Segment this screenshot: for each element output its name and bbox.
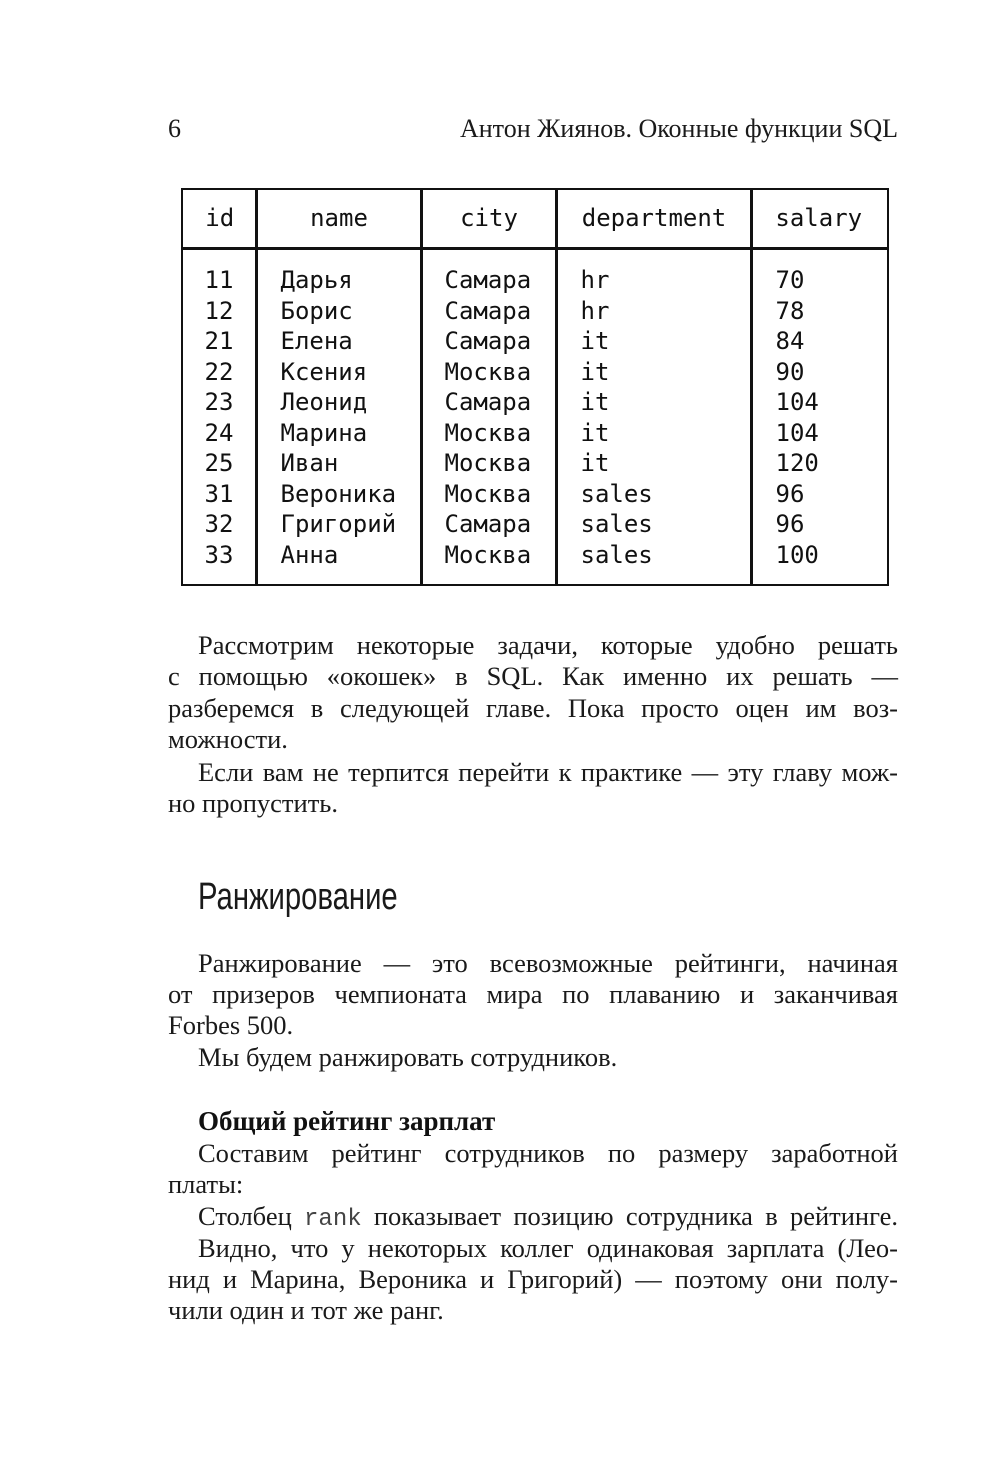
cell-salary: 96 [775,479,805,508]
subsection-heading: Общий рейтинг зарплат [198,1106,496,1136]
cell-city: Москва [444,449,532,478]
cell-salary: 70 [775,266,805,295]
paragraph-line: Составим рейтинг сотрудников по размеру заработной [198,1138,898,1168]
cell-id: 33 [204,540,234,569]
section-heading: Ранжирование [198,876,398,918]
cell-salary: 84 [775,327,805,356]
cell-department: it [580,418,610,447]
table-row [183,540,887,571]
table-body [183,265,887,570]
table-row [183,326,887,357]
cell-id: 23 [204,388,234,417]
paragraph-line: Мы будем ранжировать сотрудников. [198,1042,618,1072]
cell-department: it [580,449,610,478]
cell-city: Самара [444,510,532,539]
table-row [183,448,887,479]
paragraph-line: платы: [168,1169,244,1199]
paragraph-line: но пропустить. [168,788,338,818]
column-header-salary: salary [775,204,863,232]
table-row [183,265,887,296]
cell-id: 31 [204,479,234,508]
cell-name: Леонид [280,388,368,417]
cell-name: Елена [280,327,353,356]
cell-id: 32 [204,510,234,539]
table-row [183,296,887,327]
paragraph-line: от призеров чемпионата мира по плаванию и заканчивая [168,979,898,1009]
cell-city: Самара [444,327,532,356]
paragraph-line: можности. [168,724,288,754]
cell-salary: 120 [775,449,819,478]
cell-id: 22 [204,357,234,386]
cell-name: Марина [280,418,368,447]
text-fragment: показывает позицию сотрудника в рейтинге. [361,1201,898,1231]
cell-name: Иван [280,449,339,478]
cell-salary: 100 [775,540,819,569]
paragraph-line: Ранжирование — это всевозможные рейтинги, начиная [198,948,898,978]
cell-department: it [580,327,610,356]
text-fragment: Столбец [198,1201,305,1231]
cell-department: sales [580,540,653,569]
table-row [183,479,887,510]
cell-name: Вероника [280,479,397,508]
cell-city: Самара [444,266,532,295]
cell-id: 11 [204,266,234,295]
cell-department: it [580,388,610,417]
column-header-name: name [310,204,368,232]
paragraph-line: чили один и тот же ранг. [168,1295,444,1325]
cell-name: Ксения [280,357,368,386]
cell-city: Москва [444,479,532,508]
cell-city: Москва [444,540,532,569]
cell-id: 25 [204,449,234,478]
paragraph-line [198,1201,898,1235]
paragraph-line: нид и Марина, Вероника и Григорий) — поэтому они полу- [168,1264,898,1294]
cell-department: sales [580,510,653,539]
cell-name: Борис [280,296,353,325]
cell-city: Самара [444,388,532,417]
cell-department: sales [580,479,653,508]
inline-code: rank [304,1206,362,1233]
paragraph-line: разберемся в следующей главе. Пока просто оцен им воз- [168,693,898,723]
employees-table [181,188,889,586]
cell-department: hr [580,266,610,295]
header-divider [183,247,887,250]
cell-salary: 96 [775,510,805,539]
cell-id: 24 [204,418,234,447]
cell-name: Григорий [280,510,397,539]
paragraph-line: с помощью «окошек» в SQL. Как именно их решать — [168,661,898,691]
column-header-city: city [460,204,518,232]
paragraph-line: Если вам не терпится перейти к практике — эту главу мож- [198,757,898,787]
cell-city: Самара [444,296,532,325]
column-header-id: id [205,204,235,232]
table-row [183,418,887,449]
paragraph-line: Видно, что у некоторых коллег одинаковая зарплата (Лео- [198,1233,898,1263]
paragraph-line: Forbes 500. [168,1010,294,1040]
cell-salary: 104 [775,418,819,447]
paragraph-line: Рассмотрим некоторые задачи, которые удобно решать [198,630,898,660]
cell-salary: 90 [775,357,805,386]
column-header-department: department [581,204,727,232]
cell-id: 21 [204,327,234,356]
cell-salary: 78 [775,296,805,325]
cell-salary: 104 [775,388,819,417]
table-header-row [183,190,887,247]
table-row [183,387,887,418]
running-title: Антон Жиянов. Оконные функции SQL [459,114,898,143]
cell-name: Дарья [280,266,353,295]
table-row [183,509,887,540]
cell-department: hr [580,296,610,325]
cell-city: Москва [444,357,532,386]
table-row [183,357,887,388]
cell-id: 12 [204,296,234,325]
cell-name: Анна [280,540,339,569]
page-number: 6 [168,114,181,143]
cell-city: Москва [444,418,532,447]
cell-department: it [580,357,610,386]
